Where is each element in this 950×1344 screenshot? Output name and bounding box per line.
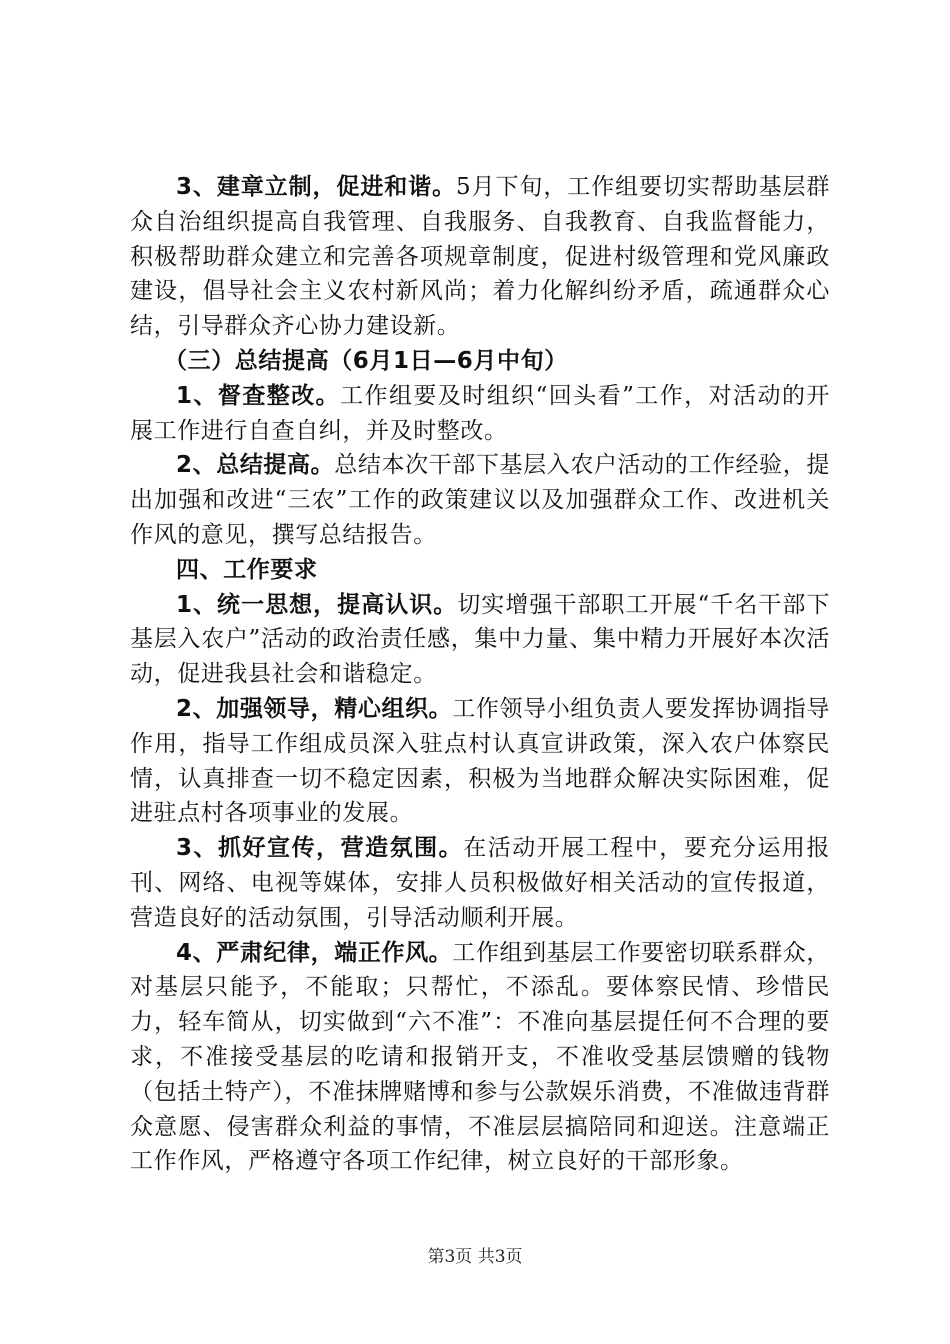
document-body (130, 170, 830, 1179)
section-heading-summary: （三）总结提高（6月1日—6月中旬） (164, 347, 568, 374)
paragraph-body: 工作组到基层工作要密切联系群众，对基层只能予，不能取；只帮忙，不添乱。要体察民情、珍惜民力，轻车简从，切实做到“六不准”：不准向基层提任何不合理的要求，不准接受基层的吃请和报销开支，不准收受基层馈赠的钱物（包括土特产），不准抹牌赌博和参与公款娱乐消费，不准做违背群众意愿、侵害群众利益的事情，不准层层搞陪同和迎送。注意端正工作作风，严格遵守各项工作纪律，树立良好的干部形象。 (130, 939, 830, 1175)
paragraph-body: 总结本次干部下基层入农户活动的工作经验，提出加强和改进“三农”工作的政策建议以及加强群众工作、改进机关作风的意见，撰写总结报告。 (130, 452, 830, 548)
paragraph-body: 切实增强干部职工开展“千名干部下基层入农户”活动的政治责任感，集中力量、集中精力开展好本次活动，促进我县社会和谐稳定。 (130, 591, 830, 688)
paragraph-item-2-leadership (130, 692, 830, 831)
paragraph-item-1-thinking (130, 588, 830, 692)
paragraph-item-3-publicity (130, 831, 830, 935)
paragraph-item-2-summary (130, 448, 830, 552)
paragraph-lead: 1、统一思想，提高认识。 (176, 591, 458, 618)
paragraph-body: 在活动开展工程中，要充分运用报刊、网络、电视等媒体，安排人员积极做好相关活动的宣传报道，营造良好的活动氛围，引导活动顺利开展。 (130, 835, 830, 931)
paragraph-lead: 2、总结提高。 (176, 452, 335, 479)
paragraph-lead: 3、建章立制，促进和谐。 (176, 174, 457, 200)
paragraph-body: 工作组要及时组织“回头看”工作，对活动的开展工作进行自查自纠，并及时整改。 (130, 382, 830, 444)
paragraph-body: 工作领导小组负责人要发挥协调指导作用，指导工作组成员深入驻点村认真宣讲政策，深入农户体察民情，认真排查一切不稳定因素，积极为当地群众解决实际困难，促进驻点村各项事业的发展。 (130, 695, 830, 827)
paragraph-lead: 1、督查整改。 (176, 382, 341, 409)
page-footer: 第3页 共3页 (427, 1247, 523, 1267)
paragraph-lead: 4、严肃纪律，端正作风。 (176, 939, 453, 966)
paragraph-item-4-discipline (130, 936, 830, 1180)
paragraph-item-1-inspection (130, 379, 830, 449)
paragraph-item-3-regulations (130, 170, 830, 344)
paragraph-lead: 3、抓好宣传，营造氛围。 (176, 835, 464, 862)
paragraph-lead: 2、加强领导，精心组织。 (176, 695, 453, 722)
section-heading-requirements: 四、工作要求 (176, 556, 318, 583)
paragraph-body: 5月下旬，工作组要切实帮助基层群众自治组织提高自我管理、自我服务、自我教育、自我监督能力，积极帮助群众建立和完善各项规章制度，促进村级管理和党风廉政建设，倡导社会主义农村新风尚；着力化解纠纷矛盾，疏通群众心结，引导群众齐心协力建设新。 (130, 174, 830, 340)
